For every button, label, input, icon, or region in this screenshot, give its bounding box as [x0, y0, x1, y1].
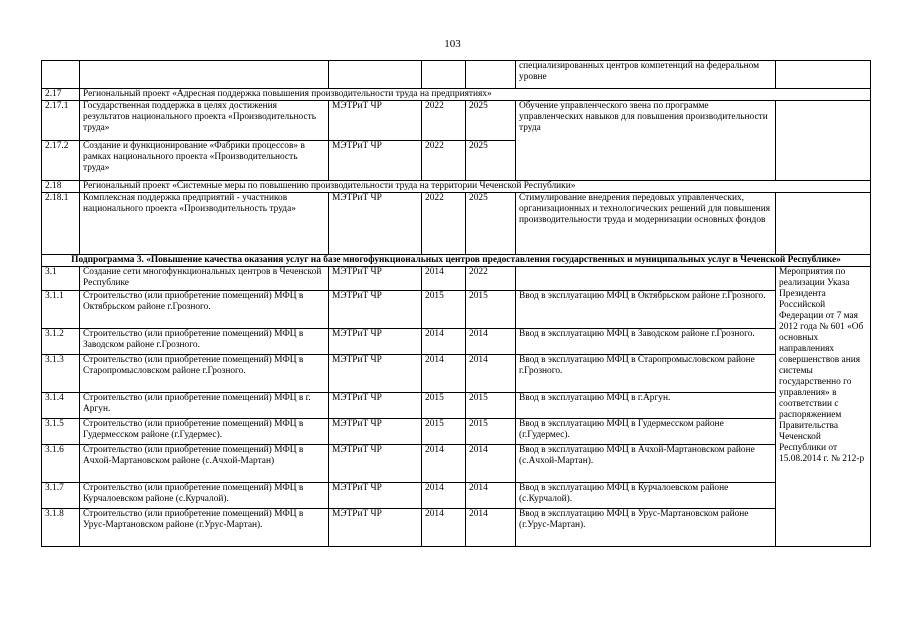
name-cell: Государственная поддержка в целях достижения результатов национального проекта «Производительность труда» — [80, 101, 329, 141]
table-row — [42, 483, 871, 509]
row-number: 3.1.4 — [42, 393, 80, 419]
table-row — [42, 509, 871, 547]
row-number: 3.1.8 — [42, 509, 80, 547]
result-cell: Обучение управленческого звена по программе управленческих навыков для повышения производительности труда — [516, 101, 776, 181]
page-number: 103 — [444, 38, 461, 50]
result-cell: Ввод в эксплуатацию МФЦ в Ачхой-Мартановском районе (с.Ачхой-Мартан). — [516, 445, 776, 483]
row-number: 3.1 — [42, 267, 80, 291]
end-year-cell: 2025 — [466, 193, 516, 255]
row-number: 3.1.2 — [42, 329, 80, 355]
name-cell: Комплексная поддержка предприятий - участников национального проекта «Производительность труда» — [80, 193, 329, 255]
table-row — [42, 101, 871, 141]
table-row — [42, 419, 871, 445]
result-cell: Ввод в эксплуатацию МФЦ в Октябрьском районе г.Грозного. — [516, 291, 776, 329]
name-cell: Создание и функционирование «Фабрики процессов» в рамках национального проекта «Производительность труда» — [80, 141, 329, 181]
executor-cell: МЭТРиТ ЧР — [329, 445, 422, 483]
executor-cell: МЭТРиТ ЧР — [329, 419, 422, 445]
start-year-cell: 2022 — [422, 141, 466, 181]
end-year-cell: 2025 — [466, 141, 516, 181]
start-year-cell: 2014 — [422, 483, 466, 509]
executor-cell: МЭТРиТ ЧР — [329, 193, 422, 255]
subprogram-row — [42, 255, 871, 267]
start-year-cell: 2014 — [422, 509, 466, 547]
table-row — [42, 393, 871, 419]
end-year-cell: 2014 — [466, 483, 516, 509]
executor-cell: МЭТРиТ ЧР — [329, 141, 422, 181]
start-year-cell: 2022 — [422, 193, 466, 255]
end-year-cell: 2015 — [466, 393, 516, 419]
end-year-cell: 2015 — [466, 291, 516, 329]
table-row — [42, 329, 871, 355]
basis-cell: Мероприятия по реализации Указа Президента Российской Федерации от 7 мая 2012 года № 601 «Об основных направлениях совершенствов ания системы государственно го управления» в соответствии с распоряжением Правительства Чеченской Республики от 15.08.2014 г. № 212-р — [776, 267, 871, 547]
start-year-cell: 2014 — [422, 329, 466, 355]
row-number: 3.1.3 — [42, 355, 80, 393]
table-row — [42, 291, 871, 329]
end-year-cell: 2015 — [466, 419, 516, 445]
section-row — [42, 89, 871, 101]
result-cell: специализированных центров компетенций на федеральном уровне — [516, 61, 776, 89]
executor-cell: МЭТРиТ ЧР — [329, 355, 422, 393]
start-year-cell: 2014 — [422, 445, 466, 483]
end-year-cell: 2014 — [466, 445, 516, 483]
result-cell: Ввод в эксплуатацию МФЦ в Гудермесском районе (г.Гудермес). — [516, 419, 776, 445]
name-cell: Строительство (или приобретение помещений) МФЦ в Ачхой-Мартановском районе (с.Ачхой-Мартан) — [80, 445, 329, 483]
result-cell: Ввод в эксплуатацию МФЦ в г.Аргун. — [516, 393, 776, 419]
result-cell: Ввод в эксплуатацию МФЦ в Заводском районе г.Грозного. — [516, 329, 776, 355]
row-number: 3.1.7 — [42, 483, 80, 509]
start-year-cell: 2015 — [422, 291, 466, 329]
table-row — [42, 267, 871, 291]
result-cell — [516, 267, 776, 291]
start-year-cell: 2014 — [422, 355, 466, 393]
start-year-cell: 2015 — [422, 419, 466, 445]
executor-cell: МЭТРиТ ЧР — [329, 101, 422, 141]
end-year-cell: 2014 — [466, 329, 516, 355]
section-title: Региональный проект «Адресная поддержка повышения производительности труда на предприятиях» — [80, 89, 871, 101]
start-year-cell: 2014 — [422, 267, 466, 291]
executor-cell: МЭТРиТ ЧР — [329, 267, 422, 291]
end-year-cell: 2025 — [466, 101, 516, 141]
result-cell: Стимулирование внедрения передовых управленческих, организационных и технологических решений для повышения производительности труда и модернизации основных фондов — [516, 193, 776, 255]
start-year-cell: 2015 — [422, 393, 466, 419]
row-number: 3.1.1 — [42, 291, 80, 329]
executor-cell: МЭТРиТ ЧР — [329, 509, 422, 547]
name-cell: Строительство (или приобретение помещений) МФЦ в г. Аргун. — [80, 393, 329, 419]
name-cell: Создание сети многофункциональных центров в Чеченской Республике — [80, 267, 329, 291]
end-year-cell: 2022 — [466, 267, 516, 291]
subprogram-title: Подпрограмма 3. «Повышение качества оказания услуг на базе многофункциональных центров предоставления государственных и муниципальных услуг в Чеченской Республике» — [42, 255, 871, 267]
executor-cell: МЭТРиТ ЧР — [329, 329, 422, 355]
row-number: 2.18.1 — [42, 193, 80, 255]
table-row — [42, 355, 871, 393]
name-cell: Строительство (или приобретение помещений) МФЦ в Курчалоевском районе (с.Курчалой). — [80, 483, 329, 509]
result-cell: Ввод в эксплуатацию МФЦ в Старопромысловском районе г.Грозного. — [516, 355, 776, 393]
name-cell: Строительство (или приобретение помещений) МФЦ в Гудермесском районе (г.Гудермес). — [80, 419, 329, 445]
row-number: 3.1.6 — [42, 445, 80, 483]
executor-cell: МЭТРиТ ЧР — [329, 291, 422, 329]
name-cell: Строительство (или приобретение помещений) МФЦ в Старопромысловском районе г.Грозного. — [80, 355, 329, 393]
row-number: 2.17 — [42, 89, 80, 101]
table-row — [42, 193, 871, 255]
end-year-cell: 2014 — [466, 355, 516, 393]
executor-cell: МЭТРиТ ЧР — [329, 393, 422, 419]
name-cell: Строительство (или приобретение помещений) МФЦ в Октябрьском районе г.Грозного. — [80, 291, 329, 329]
table-row — [42, 445, 871, 483]
start-year-cell: 2022 — [422, 101, 466, 141]
result-cell: Ввод в эксплуатацию МФЦ в Курчалоевском районе (с.Курчалой). — [516, 483, 776, 509]
name-cell: Строительство (или приобретение помещений) МФЦ в Заводском районе г.Грозного. — [80, 329, 329, 355]
program-table — [41, 60, 871, 547]
executor-cell: МЭТРиТ ЧР — [329, 483, 422, 509]
row-number: 2.17.2 — [42, 141, 80, 181]
end-year-cell: 2014 — [466, 509, 516, 547]
result-cell: Ввод в эксплуатацию МФЦ в Урус-Мартановском районе (г.Урус-Мартан). — [516, 509, 776, 547]
section-title: Региональный проект «Системные меры по повышению производительности труда на территории Чеченской Республики» — [80, 181, 871, 193]
row-number: 2.17.1 — [42, 101, 80, 141]
row-number: 3.1.5 — [42, 419, 80, 445]
section-row — [42, 181, 871, 193]
table-row — [42, 61, 871, 89]
name-cell: Строительство (или приобретение помещений) МФЦ в Урус-Мартановском районе (г.Урус-Мартан). — [80, 509, 329, 547]
row-number: 2.18 — [42, 181, 80, 193]
